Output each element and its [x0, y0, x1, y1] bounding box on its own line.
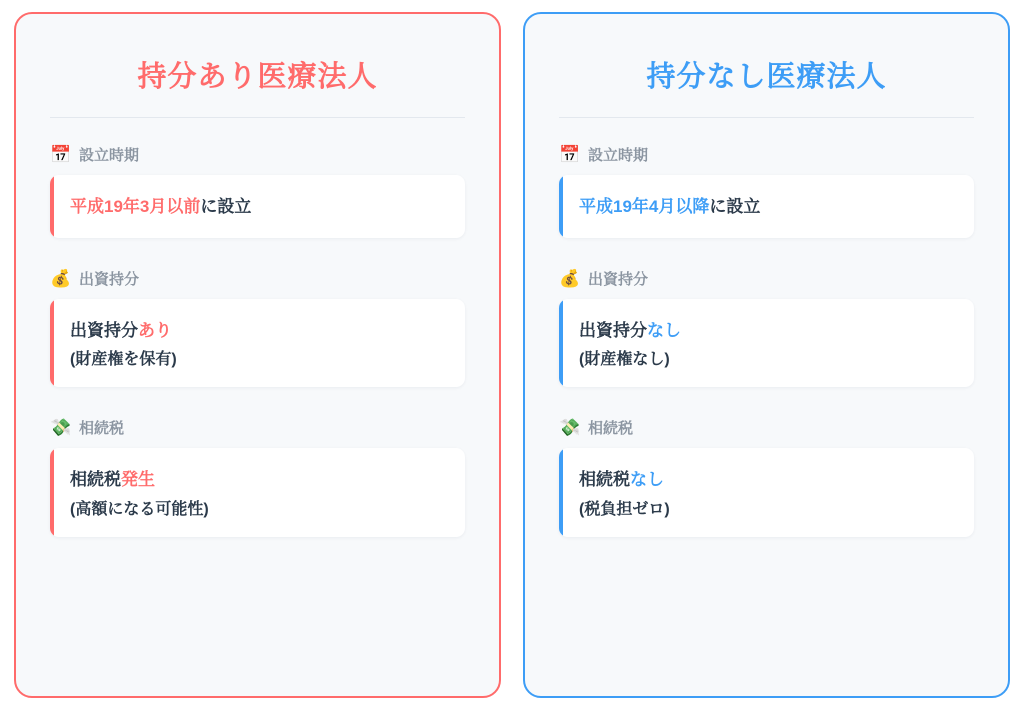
card-value-tail: なし: [630, 470, 664, 490]
card-line: [579, 317, 954, 344]
panel-mochibun-nashi: [523, 12, 1010, 698]
card-equity-left: [50, 299, 465, 387]
row-label-inheritance-tax-left: [50, 417, 469, 438]
card-value-sub: (高額になる可能性): [70, 500, 209, 518]
card-line: [70, 466, 445, 493]
money-bag-icon: 💰: [559, 269, 581, 289]
card-value-main: 平成19年3月以前: [70, 197, 201, 216]
card-equity-right: [559, 299, 974, 387]
panel-spacer-right: [555, 567, 978, 666]
row-label-equity-left: [50, 268, 469, 289]
panel-spacer-left: [46, 567, 469, 666]
money-with-wings-icon: 💸: [50, 418, 72, 438]
card-inheritance-tax-left: [50, 448, 465, 536]
row-label-text: 出資持分: [588, 271, 649, 289]
row-label-text: 設立時期: [79, 147, 140, 164]
row-label-equity-right: [559, 268, 978, 289]
card-value-tail: なし: [647, 321, 681, 341]
panel-title-right: 持分なし医療法人: [646, 61, 887, 93]
card-value-sub: (財産権を保有): [70, 351, 177, 369]
title-divider-right: [559, 117, 974, 118]
calendar-icon: 📅: [559, 145, 581, 164]
card-line: [579, 193, 954, 220]
row-label-inheritance-tax-right: [559, 417, 978, 438]
calendar-icon: 📅: [50, 145, 72, 164]
row-label-establishment-left: [50, 144, 469, 165]
card-line: [70, 193, 445, 220]
card-line: [579, 466, 954, 493]
card-value-main: 出資持分: [579, 321, 647, 341]
card-value-tail: に設立: [709, 197, 761, 216]
card-value-tail: に設立: [200, 197, 252, 216]
card-value-main: 相続税: [70, 470, 121, 490]
card-value-main: 相続税: [579, 470, 630, 490]
money-bag-icon: 💰: [50, 269, 72, 289]
card-value-sub: (財産権なし): [579, 351, 670, 369]
row-label-text: 相続税: [588, 420, 634, 438]
card-line: [70, 317, 445, 344]
row-label-text: 相続税: [79, 420, 125, 438]
row-label-establishment-right: [559, 144, 978, 165]
panel-title-left: 持分あり医療法人: [137, 61, 378, 93]
card-value-sub: (税負担ゼロ): [579, 500, 670, 518]
card-value-main: 平成19年4月以降: [579, 197, 710, 216]
panel-mochibun-ari: [14, 12, 501, 698]
card-establishment-left: [50, 175, 465, 238]
row-label-text: 出資持分: [79, 271, 140, 289]
row-label-text: 設立時期: [588, 147, 649, 164]
card-establishment-right: [559, 175, 974, 238]
money-with-wings-icon: 💸: [559, 418, 581, 438]
card-inheritance-tax-right: [559, 448, 974, 536]
card-value-tail: 発生: [121, 470, 155, 490]
card-value-tail: あり: [138, 321, 172, 341]
title-divider-left: [50, 117, 465, 118]
card-value-main: 出資持分: [70, 321, 138, 341]
